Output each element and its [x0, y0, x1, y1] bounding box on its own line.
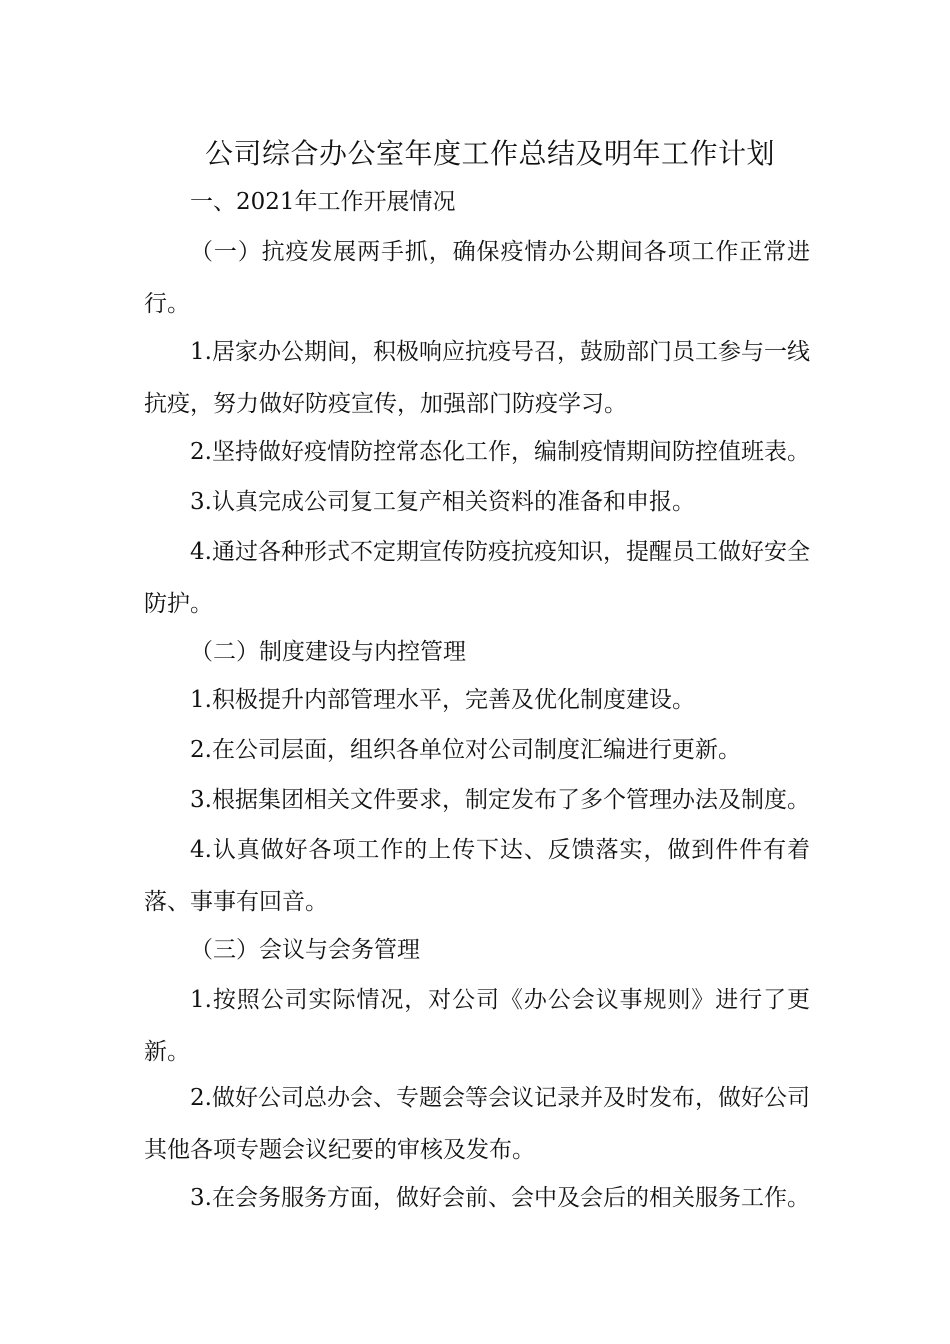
list-item: 4.认真做好各项工作的上传下达、反馈落实，做到件件有着落、事事有回音。 [144, 837, 810, 915]
document-title: 公司综合办公室年度工作总结及明年工作计划 [204, 137, 775, 170]
list-item: 3.在会务服务方面，做好会前、会中及会后的相关服务工作。 [190, 1185, 810, 1211]
subsection-heading: （二）制度建设与内控管理 [190, 639, 466, 665]
list-item: 2.做好公司总办会、专题会等会议记录并及时发布，做好公司其他各项专题会议纪要的审核及发布。 [144, 1085, 810, 1163]
list-item: 4.通过各种形式不定期宣传防疫抗疫知识，提醒员工做好安全防护。 [144, 539, 810, 617]
subsection-heading: （一）抗疫发展两手抓，确保疫情办公期间各项工作正常进行。 [144, 239, 810, 317]
subsection-heading: （三）会议与会务管理 [190, 937, 420, 963]
list-item: 3.认真完成公司复工复产相关资料的准备和申报。 [190, 489, 695, 515]
list-item: 2.坚持做好疫情防控常态化工作，编制疫情期间防控值班表。 [190, 439, 810, 465]
list-item: 3.根据集团相关文件要求，制定发布了多个管理办法及制度。 [190, 787, 810, 813]
list-item: 1.积极提升内部管理水平，完善及优化制度建设。 [190, 687, 695, 713]
section-heading: 一、2021年工作开展情况 [190, 189, 456, 215]
list-item: 2.在公司层面，组织各单位对公司制度汇编进行更新。 [190, 737, 741, 763]
list-item: 1.按照公司实际情况，对公司《办公会议事规则》进行了更新。 [144, 987, 810, 1065]
list-item: 1.居家办公期间，积极响应抗疫号召，鼓励部门员工参与一线抗疫，努力做好防疫宣传，加强部门防疫学习。 [144, 339, 810, 417]
